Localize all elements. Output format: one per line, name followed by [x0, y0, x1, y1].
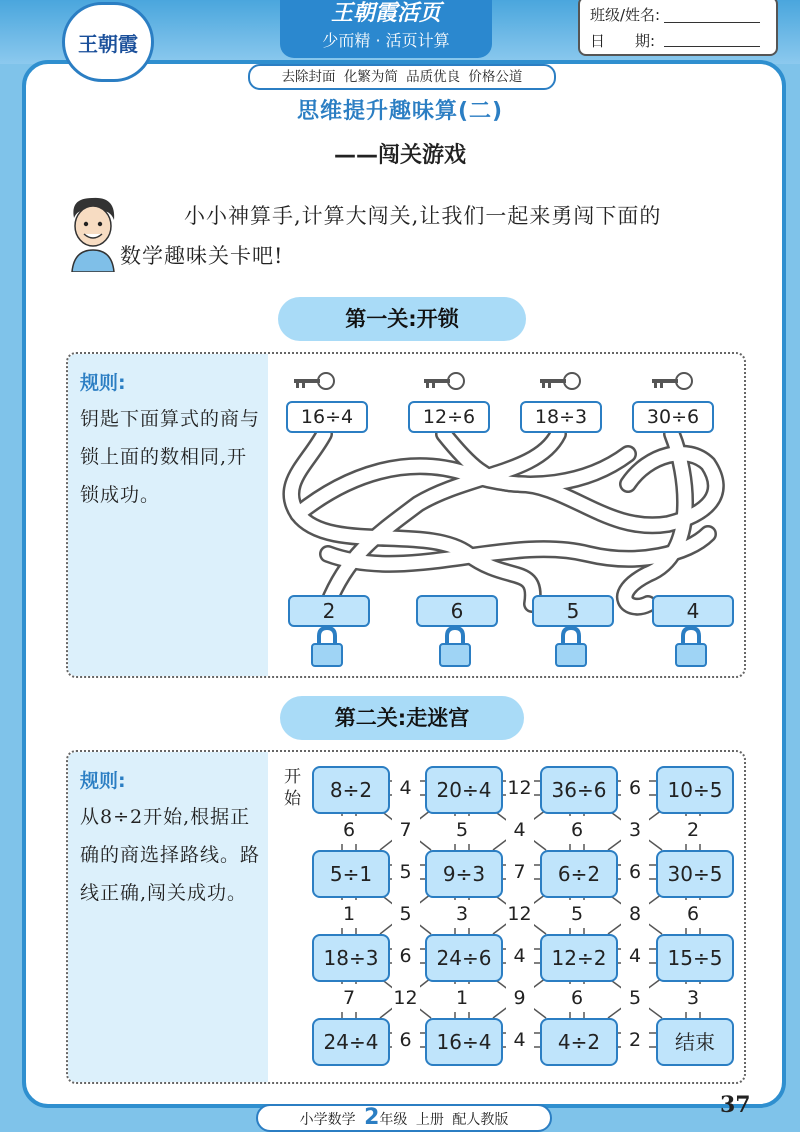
maze-cell[interactable]: 36÷6	[540, 766, 618, 814]
lock-number: 5	[532, 595, 614, 627]
maze-cell[interactable]: 18÷3	[312, 934, 390, 982]
footer-grade: 2	[364, 1105, 380, 1130]
footer-subject: 小学数学	[299, 1112, 356, 1128]
maze-path-value[interactable]: 1	[335, 900, 363, 928]
logo-text: 王朝霞	[78, 31, 138, 56]
level1-rule-label: 规则:	[80, 372, 126, 394]
intro-line-2: 数学趣味关卡吧!	[120, 244, 284, 268]
maze-path-value[interactable]: 5	[621, 984, 649, 1012]
footer-grade-suffix: 年级	[379, 1112, 408, 1128]
page-title: 思维提升趣味算(二)	[296, 99, 504, 124]
maze-cell[interactable]: 8÷2	[312, 766, 390, 814]
key-equation: 18÷3	[520, 401, 602, 433]
maze-path-value[interactable]: 4	[392, 774, 420, 802]
maze-cell[interactable]: 15÷5	[656, 934, 734, 982]
maze-path-value[interactable]: 6	[392, 942, 420, 970]
maze-path-value[interactable]: 5	[448, 816, 476, 844]
date-label: 日 期:	[590, 32, 656, 50]
maze-path-value[interactable]: 6	[621, 774, 649, 802]
maze-path-value[interactable]: 12	[506, 900, 534, 928]
footer-banner	[256, 1104, 552, 1132]
maze-path-value[interactable]: 7	[392, 816, 420, 844]
brand-title: 王朝霞活页	[330, 1, 441, 26]
maze-cell[interactable]: 9÷3	[425, 850, 503, 898]
maze-path-value[interactable]: 3	[679, 984, 707, 1012]
maze-path-value[interactable]: 7	[506, 858, 534, 886]
slogan: 去除封面 化繁为简 品质优良 价格公道	[248, 64, 556, 90]
maze-path-value[interactable]: 4	[621, 942, 649, 970]
maze-cell[interactable]: 24÷4	[312, 1018, 390, 1066]
maze-path-value[interactable]: 5	[563, 900, 591, 928]
maze-cell[interactable]: 30÷5	[656, 850, 734, 898]
maze-path-value[interactable]: 6	[563, 816, 591, 844]
level1-rule-text: 钥匙下面算式的商与锁上面的数相同,开锁成功。	[80, 408, 261, 506]
footer-volume: 上册	[415, 1112, 444, 1128]
maze-path-value[interactable]: 6	[335, 816, 363, 844]
maze-path-value[interactable]: 3	[621, 816, 649, 844]
maze-path-value[interactable]: 2	[679, 816, 707, 844]
maze-cell[interactable]: 24÷6	[425, 934, 503, 982]
page-number: 37	[720, 1092, 751, 1118]
lock-number: 2	[288, 595, 370, 627]
maze-path-value[interactable]: 5	[392, 900, 420, 928]
maze-cell[interactable]: 6÷2	[540, 850, 618, 898]
maze-path-value[interactable]: 4	[506, 816, 534, 844]
brand-subtitle: 少而精 · 活页计算	[322, 31, 450, 50]
level2-rule-label: 规则:	[80, 770, 126, 792]
maze-path-value[interactable]: 6	[563, 984, 591, 1012]
key-equation: 30÷6	[632, 401, 714, 433]
maze-path-value[interactable]: 4	[506, 1026, 534, 1054]
maze-path-value[interactable]: 1	[448, 984, 476, 1012]
key-equation: 16÷4	[286, 401, 368, 433]
intro-line-1: 小小神算手,计算大闯关,让我们一起来勇闯下面的	[184, 204, 662, 228]
maze-start-label: 开始	[284, 767, 301, 809]
maze-path-value[interactable]: 12	[506, 774, 534, 802]
page-subtitle: ——闯关游戏	[333, 143, 466, 168]
lock-number: 6	[416, 595, 498, 627]
maze-path-value[interactable]: 6	[392, 1026, 420, 1054]
maze-path-value[interactable]: 6	[621, 858, 649, 886]
maze-cell[interactable]: 10÷5	[656, 766, 734, 814]
maze-path-value[interactable]: 7	[335, 984, 363, 1012]
maze-cell[interactable]: 16÷4	[425, 1018, 503, 1066]
maze-cell[interactable]: 5÷1	[312, 850, 390, 898]
level2-rule-text: 从8÷2开始,根据正确的商选择路线。路线正确,闯关成功。	[80, 806, 261, 904]
maze-path-value[interactable]: 3	[448, 900, 476, 928]
maze-path-value[interactable]: 8	[621, 900, 649, 928]
maze-path-value[interactable]: 2	[621, 1026, 649, 1054]
maze-path-value[interactable]: 12	[392, 984, 420, 1012]
key-equation: 12÷6	[408, 401, 490, 433]
maze-path-value[interactable]: 4	[506, 942, 534, 970]
maze-cell[interactable]: 4÷2	[540, 1018, 618, 1066]
footer-edition: 配人教版	[452, 1112, 509, 1128]
lock-number: 4	[652, 595, 734, 627]
maze-cell[interactable]: 12÷2	[540, 934, 618, 982]
level1-heading: 第一关:开锁	[278, 297, 526, 341]
maze-path-value[interactable]: 9	[506, 984, 534, 1012]
level2-heading: 第二关:走迷宫	[280, 696, 524, 740]
class-name-label: 班级/姓名:	[590, 6, 661, 24]
maze-path-value[interactable]: 5	[392, 858, 420, 886]
maze-cell[interactable]: 结束	[656, 1018, 734, 1066]
maze-path-value[interactable]: 6	[679, 900, 707, 928]
maze-cell[interactable]: 20÷4	[425, 766, 503, 814]
